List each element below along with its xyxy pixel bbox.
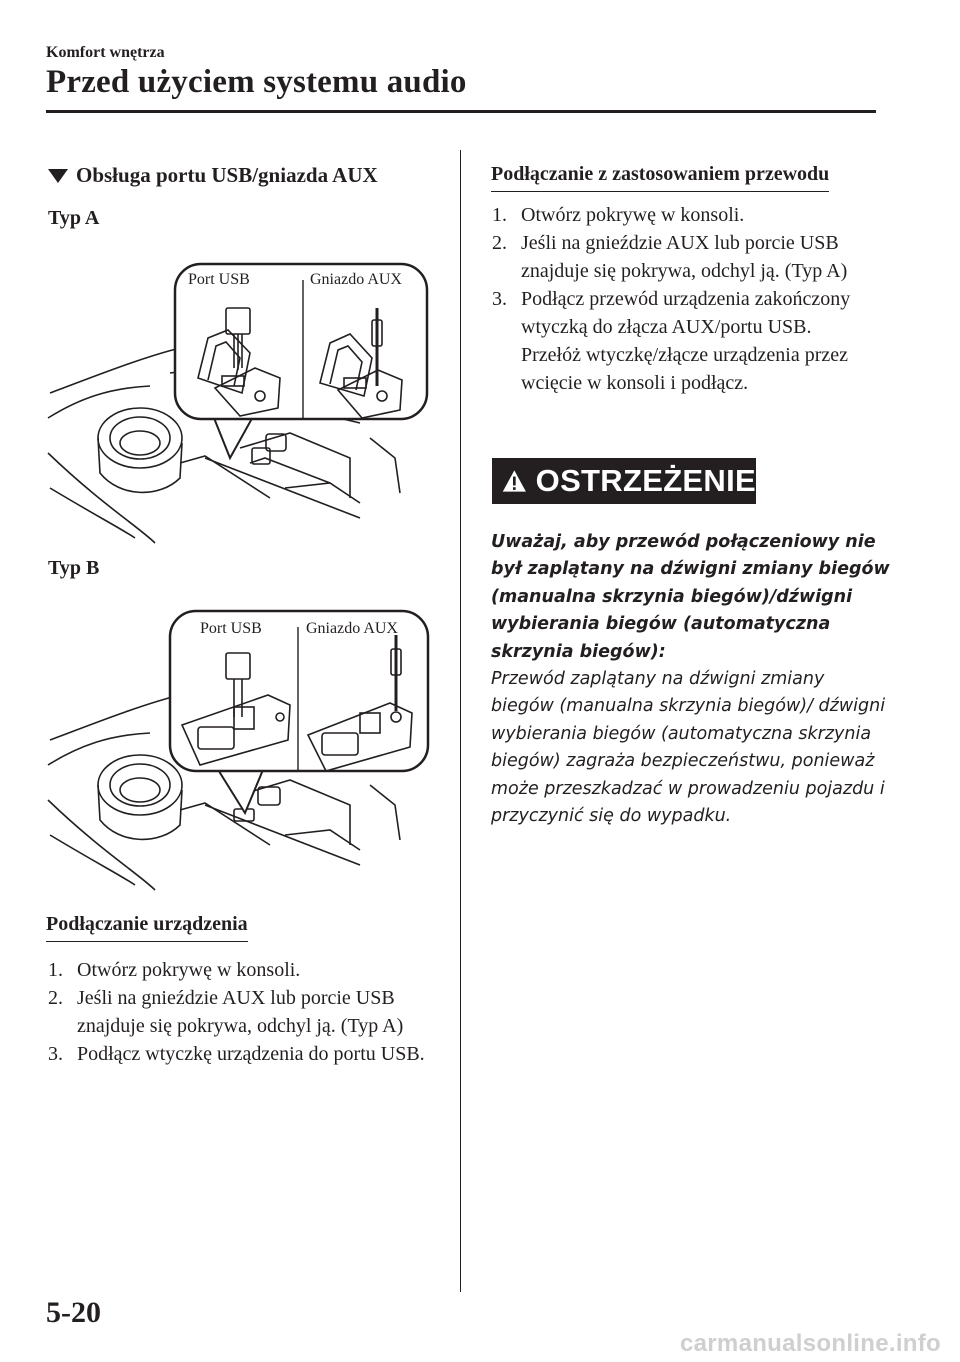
list-item: 2. Jeśli na gnieździe AUX lub porcie USB znajduje się pokrywa, odchyl ją. (Typ A) — [48, 987, 404, 1037]
watermark: carmanualsonline.info — [680, 1330, 942, 1357]
type-a-label: Typ A — [48, 207, 100, 229]
usb-aux-heading-text: Obsługa portu USB/gniazda AUX — [76, 163, 378, 187]
connect-device-steps — [48, 956, 448, 1068]
list-item: 3. Podłącz wtyczkę urządzenia do portu USB. — [48, 1043, 425, 1065]
usb-port-label-a: Port USB — [188, 271, 250, 288]
figure-type-b — [40, 605, 440, 895]
usb-aux-heading — [48, 163, 378, 188]
section-triangle-icon — [48, 169, 68, 183]
page-number: 5-20 — [46, 1296, 101, 1329]
warning-badge — [492, 458, 756, 504]
list-item: 1. Otwórz pokrywę w konsoli. — [492, 204, 745, 226]
warning-bold-text: Uważaj, aby przewód połączeniowy nie był zaplątany na dźwigni zmiany biegów (manualna skrzynia biegów)/dźwigni wybierania biegów (automatyczna skrzynia biegów): — [491, 532, 890, 662]
warning-text — [491, 529, 891, 830]
figure-type-a — [40, 258, 440, 548]
page-title: Przed użyciem systemu audio — [46, 64, 467, 100]
connect-cable-heading: Podłączanie z zastosowaniem przewodu — [491, 163, 829, 192]
list-item: 2. Jeśli na gnieździe AUX lub porcie USB znajduje się pokrywa, odchyl ją. (Typ A) — [492, 232, 848, 282]
aux-jack-label-b: Gniazdo AUX — [306, 620, 398, 637]
aux-jack-label-a: Gniazdo AUX — [310, 271, 402, 288]
title-rule — [46, 110, 876, 113]
warning-body-text: Przewód zaplątany na dźwigni zmiany biegów (manualna skrzynia biegów)/ dźwigni wybierania biegów (automatyczna skrzynia biegów) zagraża bezpieczeństwu, ponieważ może przeszkadzać w prowadzeniu pojazdu i przyczynić się do wypadku. — [491, 669, 886, 827]
column-divider — [460, 150, 461, 1292]
connect-cable-steps — [492, 201, 876, 397]
warning-label: OSTRZEŻENIE — [535, 463, 756, 498]
connect-device-heading: Podłączanie urządzenia — [46, 913, 248, 942]
list-item: 1. Otwórz pokrywę w konsoli. — [48, 959, 301, 981]
type-b-label: Typ B — [48, 557, 100, 579]
usb-port-label-b: Port USB — [200, 620, 262, 637]
list-item: 3. Podłącz przewód urządzenia zakończony wtyczką do złącza AUX/portu USB. Przełóż wtyczkę/złącze urządzenia przez wcięcie w konsoli i podłącz. — [492, 288, 851, 394]
section-label: Komfort wnętrza — [46, 44, 165, 61]
warning-triangle-icon — [501, 467, 528, 495]
